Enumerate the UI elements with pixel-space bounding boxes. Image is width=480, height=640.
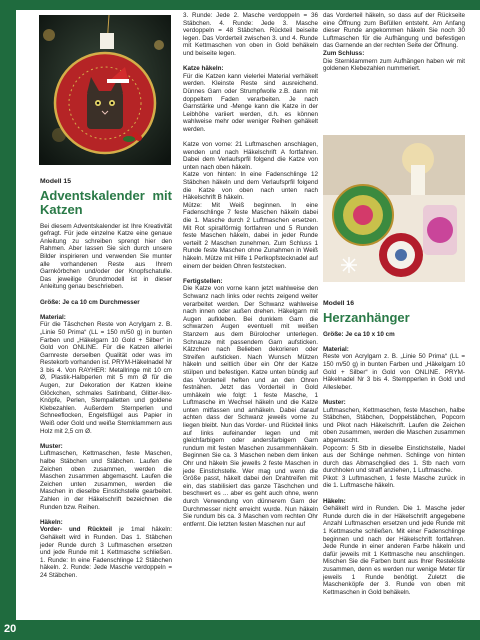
page-number: 20	[4, 623, 17, 635]
col2-rounds: 3. Runde: Jede 2. Masche verdoppeln = 36 Stäbchen. 4. Runde: Jede 3. Masche verdoppeln = 48 Stäbchen. Rückteil beiseite legen. Das Vorderteil zwischen 3. und 4. Runde mit Kettmaschen von oben in Gold behäkeln und beiseite legen.	[183, 12, 318, 57]
model-16-popcorn: Popcorn: 5 Stb in dieselbe Einstichstelle, Nadel aus der Schlinge nehmen. Schlinge von hinten durch das Abmaschglied des 1. Stb nach vorn durchholen und straff anziehen, 1 Luftmasche.	[323, 444, 465, 475]
model-16-pikot: Pikot: 3 Luftmaschen, 1 feste Masche zurück in die 1. Luftmasche häkeln.	[323, 474, 465, 490]
heart-ornament-illustration	[323, 135, 465, 282]
model-15-material-heading: Material:	[40, 313, 66, 321]
zum-schluss-text: Die Sternklammern zum Aufhängen haben wir mit goldenen Klebezahlen nummeriert.	[323, 57, 465, 73]
model-15-title: Adventskalender mit Katzen	[40, 187, 172, 217]
model-16-material: Reste von Acrylgarn z. B. „Linie 50 Prima“ (LL = 150 m/50 g) in bunten Farben und „Häkelgarn 10 Gold + Silber“ in Gold von ONLINE. PRYM-Häkelnadel Nr 3 bis 4. Stempperlen in Gold und Allesleber.	[323, 353, 465, 391]
model-15-size: Größe: Je ca 10 cm Durchmesser	[40, 298, 140, 306]
model-16-material-heading: Material:	[323, 345, 349, 353]
heart-ornament-photo	[323, 135, 465, 282]
top-band	[0, 0, 480, 10]
bottom-band	[0, 620, 480, 640]
fertigstellen-text: Die Katze von vorne kann jetzt wahlweise den Schwanz nach links oder rechts zeigend weiter verarbeitet werden. Der Schwanz wahlweise nach innen oder außen drehen. Häkelgarn mit Augen aufkleben. Bei dunklem Garn die schwarzen Augen eventuell mit weißen Stanzern aus dem Bürolocher unterlegen. Schnauze mit passendem Garn aufsticken. Kätzchen nach Belieben dekorieren oder Streifen aufsticken. Nach Wunsch Mützen häkeln und seitlich über ein Ohr der Katze stülpen und befestigen. Katze unten bündig auf das Vorderteil heften und an den Ohren festnähen. Jetzt das Vorderteil in Gold umhäkeln wie folgt: 1 feste Masche, 1 Luftmasche im Wechsel häkeln und die Katze unten mitfassen und anhäkeln. Dabei darauf achten dass der Schwanz jeweils vorne zu liegen bleibt. Nun das Vorder- und Rückteil links auf links aufeinander legen und mit gleichfarbigem oder andersfarbigem Garn rundum mit festen Maschen zusammenhäkeln. Beginnen Sie ca. 3 Maschen neben dem linken Ohr und häkeln Sie jewells 2 feste Maschen in jede Einstichstelle. Wer mag und wenn die Größe passt, häkelt dabei den Drahtreifen mit ein, das stabilisiert das ganze Täschchen und beschwert es ... aber es geht auch ohne, wenn durch Verwendung von dünnerem Garn der Durchmesser nicht erreicht wurde. Nun häkeln Sie rundum bis ca. 3 Maschen vom rechten Ohr entfernt. Die letzten festen Maschen nur auf	[183, 285, 318, 528]
model-15-muster: Luftmaschen, Kettmaschen, feste Maschen, halbe Stäbchen und Stäbchen. Laufen die Zeichen oben zusammen, werden die Maschen zusammen abgemascht. Laufen die Zeichen unten zusammen, werden die Maschen in dieselbe Einstichstelle gearbeitet. Zahlen in der Häkelschrift bezeichnen die Runden bzw. Reihen.	[40, 450, 172, 511]
col3-continuation: das Vorderteil häkeln, so dass auf der Rückseite eine Öffnung zum Befüllen entsteht. Am Anfang dieser Runde angekommen häkeln Sie noch 30 Luftmaschen für die Aufhängung und befestigen das Garnende an der rechten Seite der Öffnung.	[323, 12, 465, 50]
katze-vorne: Katze von vorne: 21 Luftmaschen anschlagen, wenden und nach Häkelschrift A fortfahren. Dabei dem Verlaufsprfil folgend die Katze von unten nach oben häkeln.	[183, 141, 318, 171]
model-16-title: Herzanhänger	[323, 309, 410, 325]
muetze-text: Mütze: Mit Weiß beginnen. In eine Fadenschlinge 7 feste Maschen häkeln dabei die 1. Masche durch 2 Luftmaschen ersetzen. Mit Rot spiralförmig fortfahren und 5 Runden feste Maschen häkeln, dabei in jeder Runde verteilt 2 Maschen zunehmen. Zum Schluss 1 Runde feste Maschen ohne Zunahmen in Weiß häkeln. Mütze mit Hilfe 1 Perlkopfstecknadel auf einem der beiden Ohren feststecken.	[183, 201, 318, 270]
model-16-label: Modell 16	[323, 300, 354, 307]
column-2	[183, 12, 318, 536]
fertigstellen-heading: Fertigstellen:	[183, 277, 223, 285]
model-16-muster-heading: Muster:	[323, 398, 346, 406]
model-15-haekeln-sub: Vorder- und Rückteil	[40, 526, 113, 534]
model-15-muster-heading: Muster:	[40, 442, 63, 450]
katze-text: Für die Katzen kann vielerlei Material verhäkelt werden. Kleinste Reste sind ausreichend. Dünnes Garn oder Strumpfwolle z.B. dann mit doppeltem Faden verarbeiten. Je nach Garnstärke und -Menge kann die Katze in der Leibhöhe variiert werden, d.h. es können wahlweise mehr oder weniger Reihen gehäkelt werden.	[183, 72, 318, 133]
column-1	[40, 178, 172, 587]
model-15-intro: Bei diesem Adventskalender ist Ihre Kreativität gefragt. Für jede einzelne Katze eine genaue Anleitung zu schreiben sprengt hier den Rahmen. Aber lassen Sie sich durch unsere Bilder inspirieren und verwenden Sie munter alle vorhandenen Reste aus Ihrem Garnkörbchen und/oder der Knopfschatulle. Das jeweilige Grundmodell ist in dieser Anleitung genau beschrieben.	[40, 222, 172, 291]
column-3-bottom	[323, 300, 465, 604]
model-15-haekeln-para	[40, 526, 172, 579]
katze-heading: Katze häkeln:	[183, 65, 224, 73]
model-15-label: Modell 15	[40, 178, 71, 185]
model-16-haekeln: Gehäkelt wird in Runden. Die 1. Masche jeder Runde durch die in der Häkelschrift angegebene Anzahl Luftmaschen ersetzen und jede Runde mit 1 Kettmasche schließen. Mit einer Fadenschlinge beginnen und nach der Häkelschrift fortfahren. Jede Runde in einer anderen Farbe häkeln und dafür jeweils mit 1 Kettmasche neu anschlingen. Mischen Sie die Farben bunt aus Ihrer Restekiste zusammen, denn es werden nur wenige Meter für jeweils 1 Runde benötigt. Zuletzt die Maschenköpfe der 3. Runde von oben mit Kettmaschen in Gold behäkeln.	[323, 505, 465, 596]
model-16-haekeln-heading: Häkeln:	[323, 497, 346, 505]
model-16-muster: Luftmaschen, Kettmaschen, feste Maschen, halbe Stäbchen, Stäbchen, Doppelstäbchen, Popcorn und Pikot nach Häkelschrift. Laufen die Zeichen oben zusammen, werden die Maschen zusammen abgemascht.	[323, 406, 465, 444]
katze-hinten: Katze von hinten: In eine Fadenschlinge 12 Stäbchen häkeln und dem Verlaufsprfil folgend die Katze von oben nach unten nach Häkelschrift B häkeln.	[183, 171, 318, 202]
side-strip	[0, 10, 16, 620]
cat-pouch-photo	[39, 15, 171, 165]
cat-pouch-illustration	[39, 15, 171, 165]
model-15-haekeln: je 1mal häkeln: Gehäkelt wird in Runden. Das 1. Stäbchen jeder Runde durch 3 Luftmaschen ersetzen und jede Runde mit 1 Kettmasche schließen. 1. Runde: In eine Fadenschlinge 12 Stäbchen häkeln. 2. Runde: Jede Masche verdoppeln = 24 Stäbchen.	[40, 526, 173, 579]
column-3-top	[323, 12, 465, 73]
model-16-size: Größe: Je ca 10 x 10 cm	[323, 330, 395, 338]
model-15-haekeln-heading: Häkeln:	[40, 518, 63, 526]
model-15-material: Für die Täschchen Reste von Acrylgarn z. B. „Linie 50 Prima“ (LL = 150 m/50 g) in bunten Farben und „Häkelgarn 10 Gold + Silber“ in Gold von ONLINE. Für die Katzen allerlei Garnreste derselben Qualität oder was im Restekorb vorhanden ist. PRYM-Häkelnadel Nr 3 bis 4. Von RAYHER: Metallringe mit 10 cm Ø, Plastik-Halbperlen mit 5 mm Ø für die Augen, zur Dekoration der Katzen kleine Glöckchen, schmales Satinband, Glitter-Ilex-Knöpfe, Perlen, Stempalletten und goldene Klebezahlen. Außerdem Sternperlen und Schneeflocken, Engelsflügel aus Papier in Weiß oder Gold und weiße Sternklammern aus Holz mit 2,5 cm Ø.	[40, 321, 172, 435]
zum-schluss-heading: Zum Schluss:	[323, 49, 365, 57]
